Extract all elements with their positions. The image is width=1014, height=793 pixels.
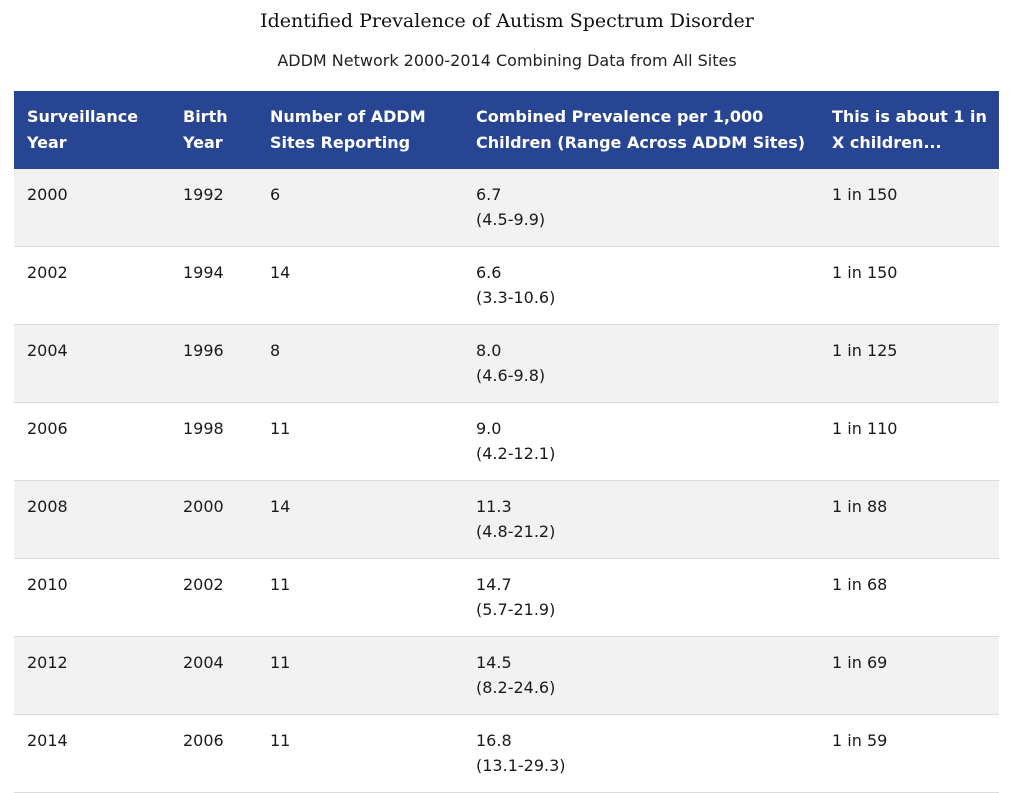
cell-surveillance-year: 2012 bbox=[14, 637, 170, 715]
cell-combined-prevalence bbox=[463, 481, 819, 559]
cell-birth-year: 2006 bbox=[170, 715, 257, 793]
prevalence-table bbox=[14, 91, 999, 793]
cell-birth-year: 2004 bbox=[170, 637, 257, 715]
prevalence-value: 9.0 bbox=[476, 419, 502, 438]
cell-one-in-x: 1 in 68 bbox=[819, 559, 999, 637]
cell-birth-year: 2002 bbox=[170, 559, 257, 637]
cell-sites-reporting: 11 bbox=[257, 559, 463, 637]
cell-one-in-x: 1 in 69 bbox=[819, 637, 999, 715]
table-row bbox=[14, 325, 999, 403]
prevalence-range: (4.2-12.1) bbox=[476, 444, 556, 463]
prevalence-range: (5.7-21.9) bbox=[476, 600, 556, 619]
cell-one-in-x: 1 in 150 bbox=[819, 247, 999, 325]
cell-surveillance-year: 2004 bbox=[14, 325, 170, 403]
cell-birth-year: 1992 bbox=[170, 169, 257, 247]
cell-birth-year: 1994 bbox=[170, 247, 257, 325]
prevalence-value: 11.3 bbox=[476, 497, 512, 516]
cell-combined-prevalence bbox=[463, 169, 819, 247]
cell-sites-reporting: 11 bbox=[257, 715, 463, 793]
cell-sites-reporting: 11 bbox=[257, 403, 463, 481]
cell-combined-prevalence bbox=[463, 637, 819, 715]
table-row bbox=[14, 403, 999, 481]
cell-sites-reporting: 6 bbox=[257, 169, 463, 247]
cell-one-in-x: 1 in 59 bbox=[819, 715, 999, 793]
cell-surveillance-year: 2008 bbox=[14, 481, 170, 559]
prevalence-range: (8.2-24.6) bbox=[476, 678, 556, 697]
cell-one-in-x: 1 in 110 bbox=[819, 403, 999, 481]
cell-birth-year: 1998 bbox=[170, 403, 257, 481]
table-row bbox=[14, 637, 999, 715]
prevalence-value: 16.8 bbox=[476, 731, 512, 750]
table-row bbox=[14, 169, 999, 247]
cell-one-in-x: 1 in 125 bbox=[819, 325, 999, 403]
prevalence-range: (4.6-9.8) bbox=[476, 366, 546, 385]
cell-combined-prevalence bbox=[463, 403, 819, 481]
page-title: Identified Prevalence of Autism Spectrum Disorder bbox=[260, 10, 754, 32]
cell-surveillance-year: 2000 bbox=[14, 169, 170, 247]
table-header-row bbox=[14, 91, 999, 169]
header-combined-prevalence: Combined Prevalence per 1,000 Children (Range Across ADDM Sites) bbox=[463, 91, 819, 169]
cell-sites-reporting: 8 bbox=[257, 325, 463, 403]
prevalence-value: 14.7 bbox=[476, 575, 512, 594]
cell-birth-year: 1996 bbox=[170, 325, 257, 403]
cell-sites-reporting: 14 bbox=[257, 481, 463, 559]
cell-combined-prevalence bbox=[463, 247, 819, 325]
header-birth-year: Birth Year bbox=[170, 91, 257, 169]
prevalence-value: 6.7 bbox=[476, 185, 502, 204]
prevalence-range: (3.3-10.6) bbox=[476, 288, 556, 307]
cell-surveillance-year: 2006 bbox=[14, 403, 170, 481]
table-row bbox=[14, 559, 999, 637]
table-row bbox=[14, 715, 999, 793]
header-surveillance-year: Surveillance Year bbox=[14, 91, 170, 169]
cell-combined-prevalence bbox=[463, 715, 819, 793]
cell-surveillance-year: 2014 bbox=[14, 715, 170, 793]
prevalence-value: 14.5 bbox=[476, 653, 512, 672]
cell-surveillance-year: 2002 bbox=[14, 247, 170, 325]
cell-birth-year: 2000 bbox=[170, 481, 257, 559]
header-sites-reporting: Number of ADDM Sites Reporting bbox=[257, 91, 463, 169]
cell-one-in-x: 1 in 150 bbox=[819, 169, 999, 247]
cell-sites-reporting: 11 bbox=[257, 637, 463, 715]
table-row bbox=[14, 247, 999, 325]
cell-one-in-x: 1 in 88 bbox=[819, 481, 999, 559]
prevalence-value: 6.6 bbox=[476, 263, 502, 282]
prevalence-value: 8.0 bbox=[476, 341, 502, 360]
cell-surveillance-year: 2010 bbox=[14, 559, 170, 637]
header-one-in-x: This is about 1 in X children... bbox=[819, 91, 999, 169]
cell-combined-prevalence bbox=[463, 559, 819, 637]
prevalence-range: (13.1-29.3) bbox=[476, 756, 566, 775]
prevalence-range: (4.8-21.2) bbox=[476, 522, 556, 541]
prevalence-range: (4.5-9.9) bbox=[476, 210, 546, 229]
cell-sites-reporting: 14 bbox=[257, 247, 463, 325]
table-row bbox=[14, 481, 999, 559]
page-subtitle: ADDM Network 2000-2014 Combining Data from All Sites bbox=[277, 51, 737, 70]
cell-combined-prevalence bbox=[463, 325, 819, 403]
